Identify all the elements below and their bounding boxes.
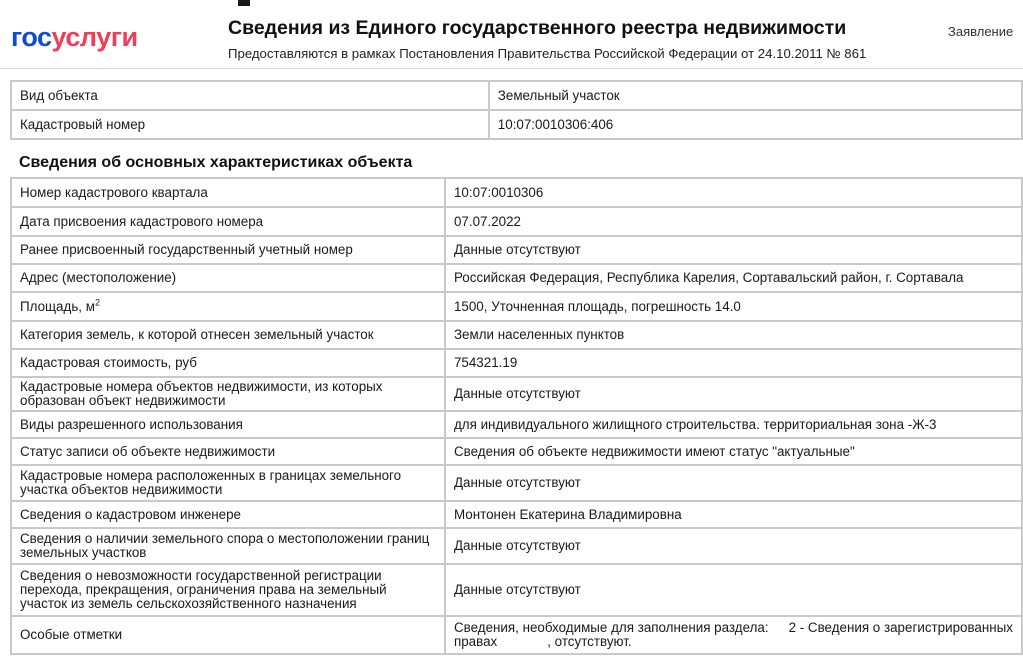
gosuslugi-logo[interactable]: [11, 22, 138, 52]
row-label: Кадастровые номера расположенных в границах земельного участка объектов недвижимости: [11, 465, 445, 501]
row-label: Статус записи об объекте недвижимости: [11, 438, 445, 465]
row-label: Категория земель, к которой отнесен земельный участок: [11, 321, 445, 349]
row-label: Кадастровые номера объектов недвижимости, из которых образован объект недвижимости: [11, 377, 445, 411]
table-row: [11, 501, 1022, 528]
row-value: Данные отсутствуют: [445, 528, 1022, 564]
row-label: Виды разрешенного использования: [11, 411, 445, 438]
table-row: [11, 110, 1022, 139]
table-row: [11, 564, 1022, 616]
special-notes-text-1a: Сведения, необходимые для заполнения раздела:: [453, 620, 769, 635]
page-subtitle: Предоставляются в рамках Постановления Правительства Российской Федерации от 24.10.2011 № 861: [228, 46, 867, 61]
row-label: Сведения о кадастровом инженере: [11, 501, 445, 528]
row-value: 1500, Уточненная площадь, погрешность 14.0: [445, 292, 1022, 321]
row-value: Монтонен Екатерина Владимировна: [445, 501, 1022, 528]
object-table: [10, 80, 1023, 140]
header-divider: [0, 68, 1023, 69]
row-label: Особые отметки: [11, 616, 445, 654]
table-row: [11, 528, 1022, 564]
page-title: Сведения из Единого государственного реестра недвижимости: [228, 17, 847, 39]
row-value: [445, 616, 1022, 654]
row-value: 07.07.2022: [445, 207, 1022, 236]
special-notes-text-2b: , отсутствуют.: [547, 634, 632, 649]
row-label: Номер кадастрового квартала: [11, 178, 445, 207]
table-row: [11, 264, 1022, 292]
row-label: Дата присвоения кадастрового номера: [11, 207, 445, 236]
row-value: Данные отсутствуют: [445, 377, 1022, 411]
row-value: 10:07:0010306:406: [489, 110, 1022, 139]
top-strip: [0, 0, 1023, 8]
row-value: Сведения об объекте недвижимости имеют статус "актуальные": [445, 438, 1022, 465]
row-value: Данные отсутствуют: [445, 236, 1022, 264]
special-notes-line-1: [454, 621, 1013, 635]
table-row: [11, 321, 1022, 349]
row-label: Сведения о наличии земельного спора о местоположении границ земельных участков: [11, 528, 445, 564]
logo-part-uslugi: услуги: [51, 22, 138, 52]
table-row: [11, 616, 1022, 654]
table-row: [11, 465, 1022, 501]
document-header: [0, 8, 1023, 70]
characteristics-table: [10, 177, 1023, 655]
row-label: Кадастровая стоимость, руб: [11, 349, 445, 377]
row-value: 754321.19: [445, 349, 1022, 377]
table-row: [11, 236, 1022, 264]
table-row: [11, 207, 1022, 236]
table-row: [11, 438, 1022, 465]
section-title: Сведения об основных характеристиках объекта: [19, 154, 413, 171]
table-row: [11, 377, 1022, 411]
row-label: Сведения о невозможности государственной регистрации перехода, прекращения, ограничения права на земельный участок из земель сельскохозяйственного назначения: [11, 564, 445, 616]
row-value: 10:07:0010306: [445, 178, 1022, 207]
row-value: Данные отсутствуют: [445, 465, 1022, 501]
logo-part-gos: гос: [11, 22, 52, 52]
row-value: Данные отсутствуют: [445, 564, 1022, 616]
table-row: [11, 81, 1022, 110]
table-row: [11, 411, 1022, 438]
row-value: для индивидуального жилищного строительства. территориальная зона -Ж-3: [445, 411, 1022, 438]
row-label: Ранее присвоенный государственный учетный номер: [11, 236, 445, 264]
area-unit-superscript: 2: [94, 297, 100, 308]
area-label: Площадь, м: [20, 298, 95, 314]
row-value: Российская Федерация, Республика Карелия, Сортавальский район, г. Сортавала: [445, 264, 1022, 292]
cropped-glyph: [238, 0, 250, 6]
row-label: [11, 292, 445, 321]
row-value: Земли населенных пунктов: [445, 321, 1022, 349]
application-link[interactable]: Заявление: [948, 24, 1014, 39]
table-row: [11, 292, 1022, 321]
row-label: Кадастровый номер: [11, 110, 489, 139]
special-notes-text-1b: 2 - Сведения о зарегистрированных: [788, 620, 1013, 635]
row-label: Вид объекта: [11, 81, 489, 110]
special-notes-line-2: [454, 635, 1013, 649]
special-notes-text-2a: правах: [453, 634, 498, 649]
row-value: Земельный участок: [489, 81, 1022, 110]
table-row: [11, 178, 1022, 207]
row-label: Адрес (местоположение): [11, 264, 445, 292]
table-row: [11, 349, 1022, 377]
